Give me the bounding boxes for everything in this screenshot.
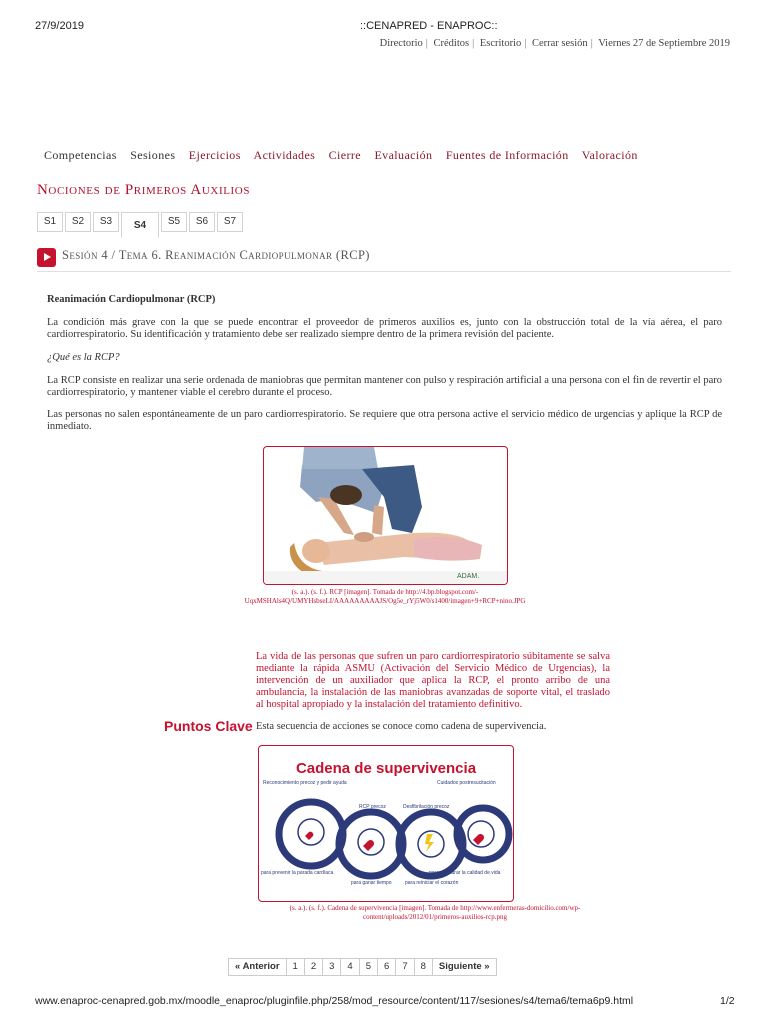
main-nav xyxy=(44,148,648,163)
page-link[interactable]: 8 xyxy=(414,958,433,976)
tab-s5[interactable]: S5 xyxy=(161,212,187,232)
paragraph-3: La RCP consiste en realizar una serie ordenada de maniobras que permitan mantener con pulso y respiración artificial a una persona con el fin de revertir el paro cardiorrespiratorio, y mantener viable el cerebro durante el proceso. xyxy=(47,375,722,398)
nav-cierre[interactable]: Cierre xyxy=(328,148,362,162)
chain-link-2: RCP precoz xyxy=(359,804,386,810)
print-url: www.enaproc-cenapred.gob.mx/moodle_enaproc/pluginfile.php/258/mod_resource/content/117/sesiones/s4/tema6/tema6p9.html xyxy=(35,995,634,1007)
course-title: Nociones de Primeros Auxilios xyxy=(37,182,251,198)
page-link[interactable]: 5 xyxy=(359,958,378,976)
section-heading: Reanimación Cardiopulmonar (RCP) xyxy=(47,294,216,305)
page-link[interactable]: 3 xyxy=(322,958,341,976)
tab-s1[interactable]: S1 xyxy=(37,212,63,232)
tab-s7[interactable]: S7 xyxy=(217,212,243,232)
nav-valoracion[interactable]: Valoración xyxy=(581,148,638,162)
chain-sub-4: para restaurar la calidad de vida xyxy=(429,870,501,876)
tab-s6[interactable]: S6 xyxy=(189,212,215,232)
top-links-bar: Directorio | Créditos | Escritorio | Cerrar sesión | Viernes 27 de Septiembre 2019 xyxy=(379,38,730,49)
print-page-number: 1/2 xyxy=(720,995,735,1007)
adam-logo: ADAM. xyxy=(457,573,480,580)
chain-link-3: Desfibrilación precoz xyxy=(403,804,450,810)
nav-competencias[interactable]: Competencias xyxy=(44,148,117,162)
prev-page-button[interactable]: « Anterior xyxy=(228,958,287,976)
image1-caption: (s. a.). (s. f.). RCP [imagen]. Tomada de http://4.bp.blogspot.com/-UqxMSHAls4Q/UMYHsbseLI/AAAAAAAAAJS/Og5e_rYj5W0/s1400/imagen+9+RCP+nino.JPG xyxy=(244,588,526,605)
image2-caption: (s. a.). (s. f.). Cadena de supervivencia [imagen]. Tomada de http://www.enfermeras-domicilio.com/wp-content/uploads/2012/01/primeros-auxilios-rcp.png xyxy=(289,904,581,921)
session-tabs xyxy=(37,212,245,238)
chain-link-4: Cuidados postresucitación xyxy=(437,780,496,786)
print-title: ::CENAPRED - ENAPROC:: xyxy=(360,20,498,32)
nav-actividades[interactable]: Actividades xyxy=(253,148,316,162)
play-shield-icon xyxy=(37,248,56,267)
puntos-clave-label: Puntos Clave xyxy=(164,718,253,734)
link-creditos[interactable]: Créditos xyxy=(433,38,470,49)
current-date: Viernes 27 de Septiembre 2019 xyxy=(598,38,730,49)
red-paragraph: La vida de las personas que sufren un paro cardiorrespiratorio súbitamente se salva mediante la rápida ASMU (Activación del Servicio Médico de Urgencias), la intervención de un auxiliador que aplica la RCP, el pronto arribo de una ambulancia, la instalación de las maniobras avanzadas de soporte vital, el traslado al hospital apropiado y la instalación del tratamiento definitivo. xyxy=(256,651,610,710)
nav-evaluacion[interactable]: Evaluación xyxy=(374,148,433,162)
page-link[interactable]: 2 xyxy=(304,958,323,976)
tab-s4[interactable]: S4 xyxy=(121,212,159,238)
nav-ejercicios[interactable]: Ejercicios xyxy=(188,148,241,162)
cpr-illustration xyxy=(264,447,507,584)
print-date: 27/9/2019 xyxy=(35,20,84,32)
link-cerrar-sesion[interactable]: Cerrar sesión xyxy=(531,38,588,49)
paragraph-1: La condición más grave con la que se puede encontrar el proveedor de primeros auxilios es, junto con la obstrucción total de la vía aérea, el paro cardiorrespiratorio. Su identificación y tratamiento debe ser realizado siempre dentro de la primera revisión del paciente. xyxy=(47,317,722,340)
chain-title: Cadena de supervivencia xyxy=(295,760,477,777)
session-title: Sesión 4 / Tema 6. Reanimación Cardiopulmonar (RCP) xyxy=(62,248,370,262)
chain-sub-1: para prevenir la parada cardíaca xyxy=(261,870,334,876)
page-link[interactable]: 4 xyxy=(340,958,359,976)
cpr-photo xyxy=(263,446,508,585)
nav-sesiones[interactable]: Sesiones xyxy=(130,148,176,162)
page-link[interactable]: 7 xyxy=(395,958,414,976)
paragraph-question: ¿Qué es la RCP? xyxy=(47,352,120,363)
paragraph-4: Las personas no salen espontáneamente de un paro cardiorrespiratorio. Se requiere que otra persona active el servicio médico de urgencias y aplique la RCP de inmediato. xyxy=(47,409,722,432)
link-escritorio[interactable]: Escritorio xyxy=(479,38,522,49)
link-directorio[interactable]: Directorio xyxy=(379,38,423,49)
chain-sub-2: para ganar tiempo xyxy=(351,880,392,886)
pagination xyxy=(228,958,496,976)
nav-fuentes[interactable]: Fuentes de Información xyxy=(445,148,569,162)
page-link[interactable]: 1 xyxy=(286,958,305,976)
puntos-clave-text: Esta secuencia de acciones se conoce como cadena de supervivencia. xyxy=(256,721,547,732)
tab-s2[interactable]: S2 xyxy=(65,212,91,232)
next-page-button[interactable]: Siguiente » xyxy=(432,958,497,976)
chain-link-1: Reconocimiento precoz y pedir ayuda xyxy=(263,780,347,786)
chain-sub-3: para reiniciar el corazón xyxy=(405,880,459,886)
page-link[interactable]: 6 xyxy=(377,958,396,976)
tab-s3[interactable]: S3 xyxy=(93,212,119,232)
chain-of-survival-image xyxy=(258,745,514,902)
